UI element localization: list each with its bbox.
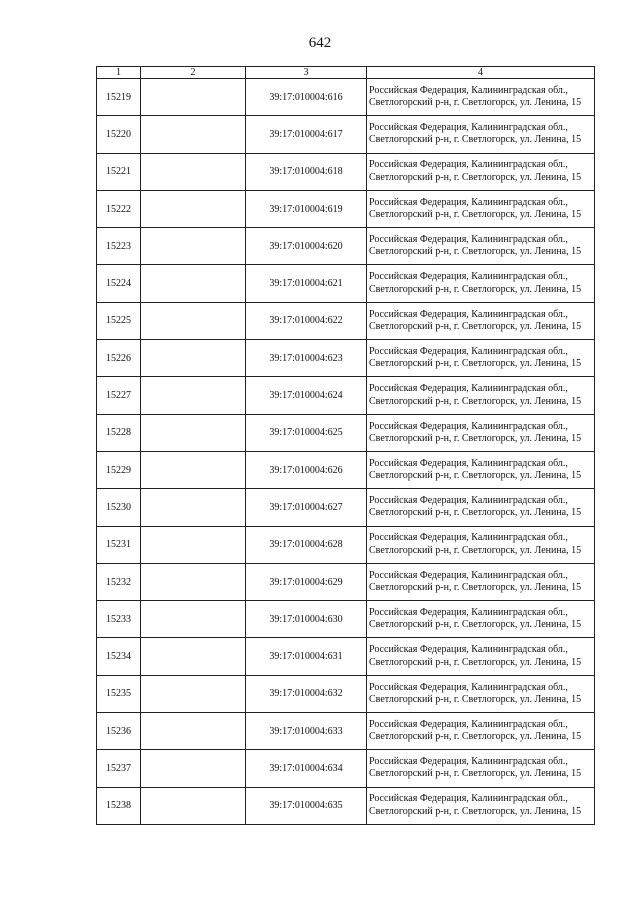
column-header-1: 1 — [97, 67, 141, 79]
address-cell: Российская Федерация, Калининградская обл., Светлогорский р-н, г. Светлогорск, ул. Ленина, 15 — [367, 340, 595, 377]
address-cell: Российская Федерация, Калининградская обл., Светлогорский р-н, г. Светлогорск, ул. Ленина, 15 — [367, 190, 595, 227]
table-row — [97, 489, 595, 526]
cadastral-number-cell: 39:17:010004:626 — [246, 451, 367, 488]
row-number-cell: 15219 — [97, 79, 141, 116]
table-header-row — [97, 67, 595, 79]
row-number-cell: 15225 — [97, 302, 141, 339]
empty-cell — [141, 79, 246, 116]
empty-cell — [141, 116, 246, 153]
row-number-cell: 15234 — [97, 638, 141, 675]
table-row — [97, 153, 595, 190]
empty-cell — [141, 563, 246, 600]
cadastral-number-cell: 39:17:010004:631 — [246, 638, 367, 675]
table-row — [97, 302, 595, 339]
empty-cell — [141, 340, 246, 377]
table-row — [97, 340, 595, 377]
row-number-cell: 15230 — [97, 489, 141, 526]
empty-cell — [141, 601, 246, 638]
address-cell: Российская Федерация, Калининградская обл., Светлогорский р-н, г. Светлогорск, ул. Ленина, 15 — [367, 638, 595, 675]
cadastral-number-cell: 39:17:010004:632 — [246, 675, 367, 712]
cadastral-number-cell: 39:17:010004:629 — [246, 563, 367, 600]
row-number-cell: 15232 — [97, 563, 141, 600]
table-row — [97, 451, 595, 488]
row-number-cell: 15226 — [97, 340, 141, 377]
cadastral-number-cell: 39:17:010004:625 — [246, 414, 367, 451]
table-row — [97, 601, 595, 638]
empty-cell — [141, 153, 246, 190]
cadastral-number-cell: 39:17:010004:628 — [246, 526, 367, 563]
address-cell: Российская Федерация, Калининградская обл., Светлогорский р-н, г. Светлогорск, ул. Ленина, 15 — [367, 451, 595, 488]
address-cell: Российская Федерация, Калининградская обл., Светлогорский р-н, г. Светлогорск, ул. Ленина, 15 — [367, 79, 595, 116]
cadastral-number-cell: 39:17:010004:627 — [246, 489, 367, 526]
address-cell: Российская Федерация, Калининградская обл., Светлогорский р-н, г. Светлогорск, ул. Ленина, 15 — [367, 787, 595, 824]
column-header-3: 3 — [246, 67, 367, 79]
cadastral-number-cell: 39:17:010004:619 — [246, 190, 367, 227]
empty-cell — [141, 638, 246, 675]
table-row — [97, 526, 595, 563]
address-cell: Российская Федерация, Калининградская обл., Светлогорский р-н, г. Светлогорск, ул. Ленина, 15 — [367, 526, 595, 563]
row-number-cell: 15229 — [97, 451, 141, 488]
cadastral-number-cell: 39:17:010004:617 — [246, 116, 367, 153]
empty-cell — [141, 228, 246, 265]
row-number-cell: 15223 — [97, 228, 141, 265]
address-cell: Российская Федерация, Калининградская обл., Светлогорский р-н, г. Светлогорск, ул. Ленина, 15 — [367, 601, 595, 638]
cadastral-number-cell: 39:17:010004:616 — [246, 79, 367, 116]
row-number-cell: 15237 — [97, 750, 141, 787]
address-cell: Российская Федерация, Калининградская обл., Светлогорский р-н, г. Светлогорск, ул. Ленина, 15 — [367, 377, 595, 414]
address-cell: Российская Федерация, Калининградская обл., Светлогорский р-н, г. Светлогорск, ул. Ленина, 15 — [367, 489, 595, 526]
empty-cell — [141, 675, 246, 712]
cadastral-number-cell: 39:17:010004:634 — [246, 750, 367, 787]
table-row — [97, 228, 595, 265]
table-row — [97, 787, 595, 824]
address-cell: Российская Федерация, Калининградская обл., Светлогорский р-н, г. Светлогорск, ул. Ленина, 15 — [367, 265, 595, 302]
cadastral-number-cell: 39:17:010004:633 — [246, 713, 367, 750]
address-cell: Российская Федерация, Калининградская обл., Светлогорский р-н, г. Светлогорск, ул. Ленина, 15 — [367, 750, 595, 787]
address-cell: Российская Федерация, Калининградская обл., Светлогорский р-н, г. Светлогорск, ул. Ленина, 15 — [367, 713, 595, 750]
cadastral-number-cell: 39:17:010004:620 — [246, 228, 367, 265]
empty-cell — [141, 265, 246, 302]
row-number-cell: 15233 — [97, 601, 141, 638]
address-cell: Российская Федерация, Калининградская обл., Светлогорский р-н, г. Светлогорск, ул. Ленина, 15 — [367, 228, 595, 265]
column-header-4: 4 — [367, 67, 595, 79]
table-row — [97, 563, 595, 600]
empty-cell — [141, 713, 246, 750]
cadastral-number-cell: 39:17:010004:618 — [246, 153, 367, 190]
row-number-cell: 15222 — [97, 190, 141, 227]
table-row — [97, 414, 595, 451]
column-header-2: 2 — [141, 67, 246, 79]
address-cell: Российская Федерация, Калининградская обл., Светлогорский р-н, г. Светлогорск, ул. Ленина, 15 — [367, 153, 595, 190]
empty-cell — [141, 750, 246, 787]
page-number: 642 — [308, 35, 332, 51]
address-cell: Российская Федерация, Калининградская обл., Светлогорский р-н, г. Светлогорск, ул. Ленина, 15 — [367, 414, 595, 451]
table-row — [97, 190, 595, 227]
empty-cell — [141, 302, 246, 339]
table-row — [97, 750, 595, 787]
address-cell: Российская Федерация, Калининградская обл., Светлогорский р-н, г. Светлогорск, ул. Ленина, 15 — [367, 563, 595, 600]
table-row — [97, 638, 595, 675]
row-number-cell: 15236 — [97, 713, 141, 750]
cadastral-number-cell: 39:17:010004:630 — [246, 601, 367, 638]
cadastral-number-cell: 39:17:010004:622 — [246, 302, 367, 339]
table-row — [97, 116, 595, 153]
empty-cell — [141, 190, 246, 227]
empty-cell — [141, 787, 246, 824]
table-row — [97, 377, 595, 414]
row-number-cell: 15227 — [97, 377, 141, 414]
row-number-cell: 15235 — [97, 675, 141, 712]
registry-table — [96, 66, 595, 825]
address-cell: Российская Федерация, Калининградская обл., Светлогорский р-н, г. Светлогорск, ул. Ленина, 15 — [367, 675, 595, 712]
row-number-cell: 15228 — [97, 414, 141, 451]
address-cell: Российская Федерация, Калининградская обл., Светлогорский р-н, г. Светлогорск, ул. Ленина, 15 — [367, 302, 595, 339]
row-number-cell: 15220 — [97, 116, 141, 153]
table-row — [97, 79, 595, 116]
row-number-cell: 15231 — [97, 526, 141, 563]
empty-cell — [141, 489, 246, 526]
address-cell: Российская Федерация, Калининградская обл., Светлогорский р-н, г. Светлогорск, ул. Ленина, 15 — [367, 116, 595, 153]
table-row — [97, 675, 595, 712]
row-number-cell: 15238 — [97, 787, 141, 824]
table-row — [97, 713, 595, 750]
row-number-cell: 15221 — [97, 153, 141, 190]
empty-cell — [141, 451, 246, 488]
empty-cell — [141, 377, 246, 414]
empty-cell — [141, 526, 246, 563]
cadastral-number-cell: 39:17:010004:621 — [246, 265, 367, 302]
cadastral-number-cell: 39:17:010004:623 — [246, 340, 367, 377]
row-number-cell: 15224 — [97, 265, 141, 302]
table-row — [97, 265, 595, 302]
cadastral-number-cell: 39:17:010004:635 — [246, 787, 367, 824]
cadastral-number-cell: 39:17:010004:624 — [246, 377, 367, 414]
empty-cell — [141, 414, 246, 451]
